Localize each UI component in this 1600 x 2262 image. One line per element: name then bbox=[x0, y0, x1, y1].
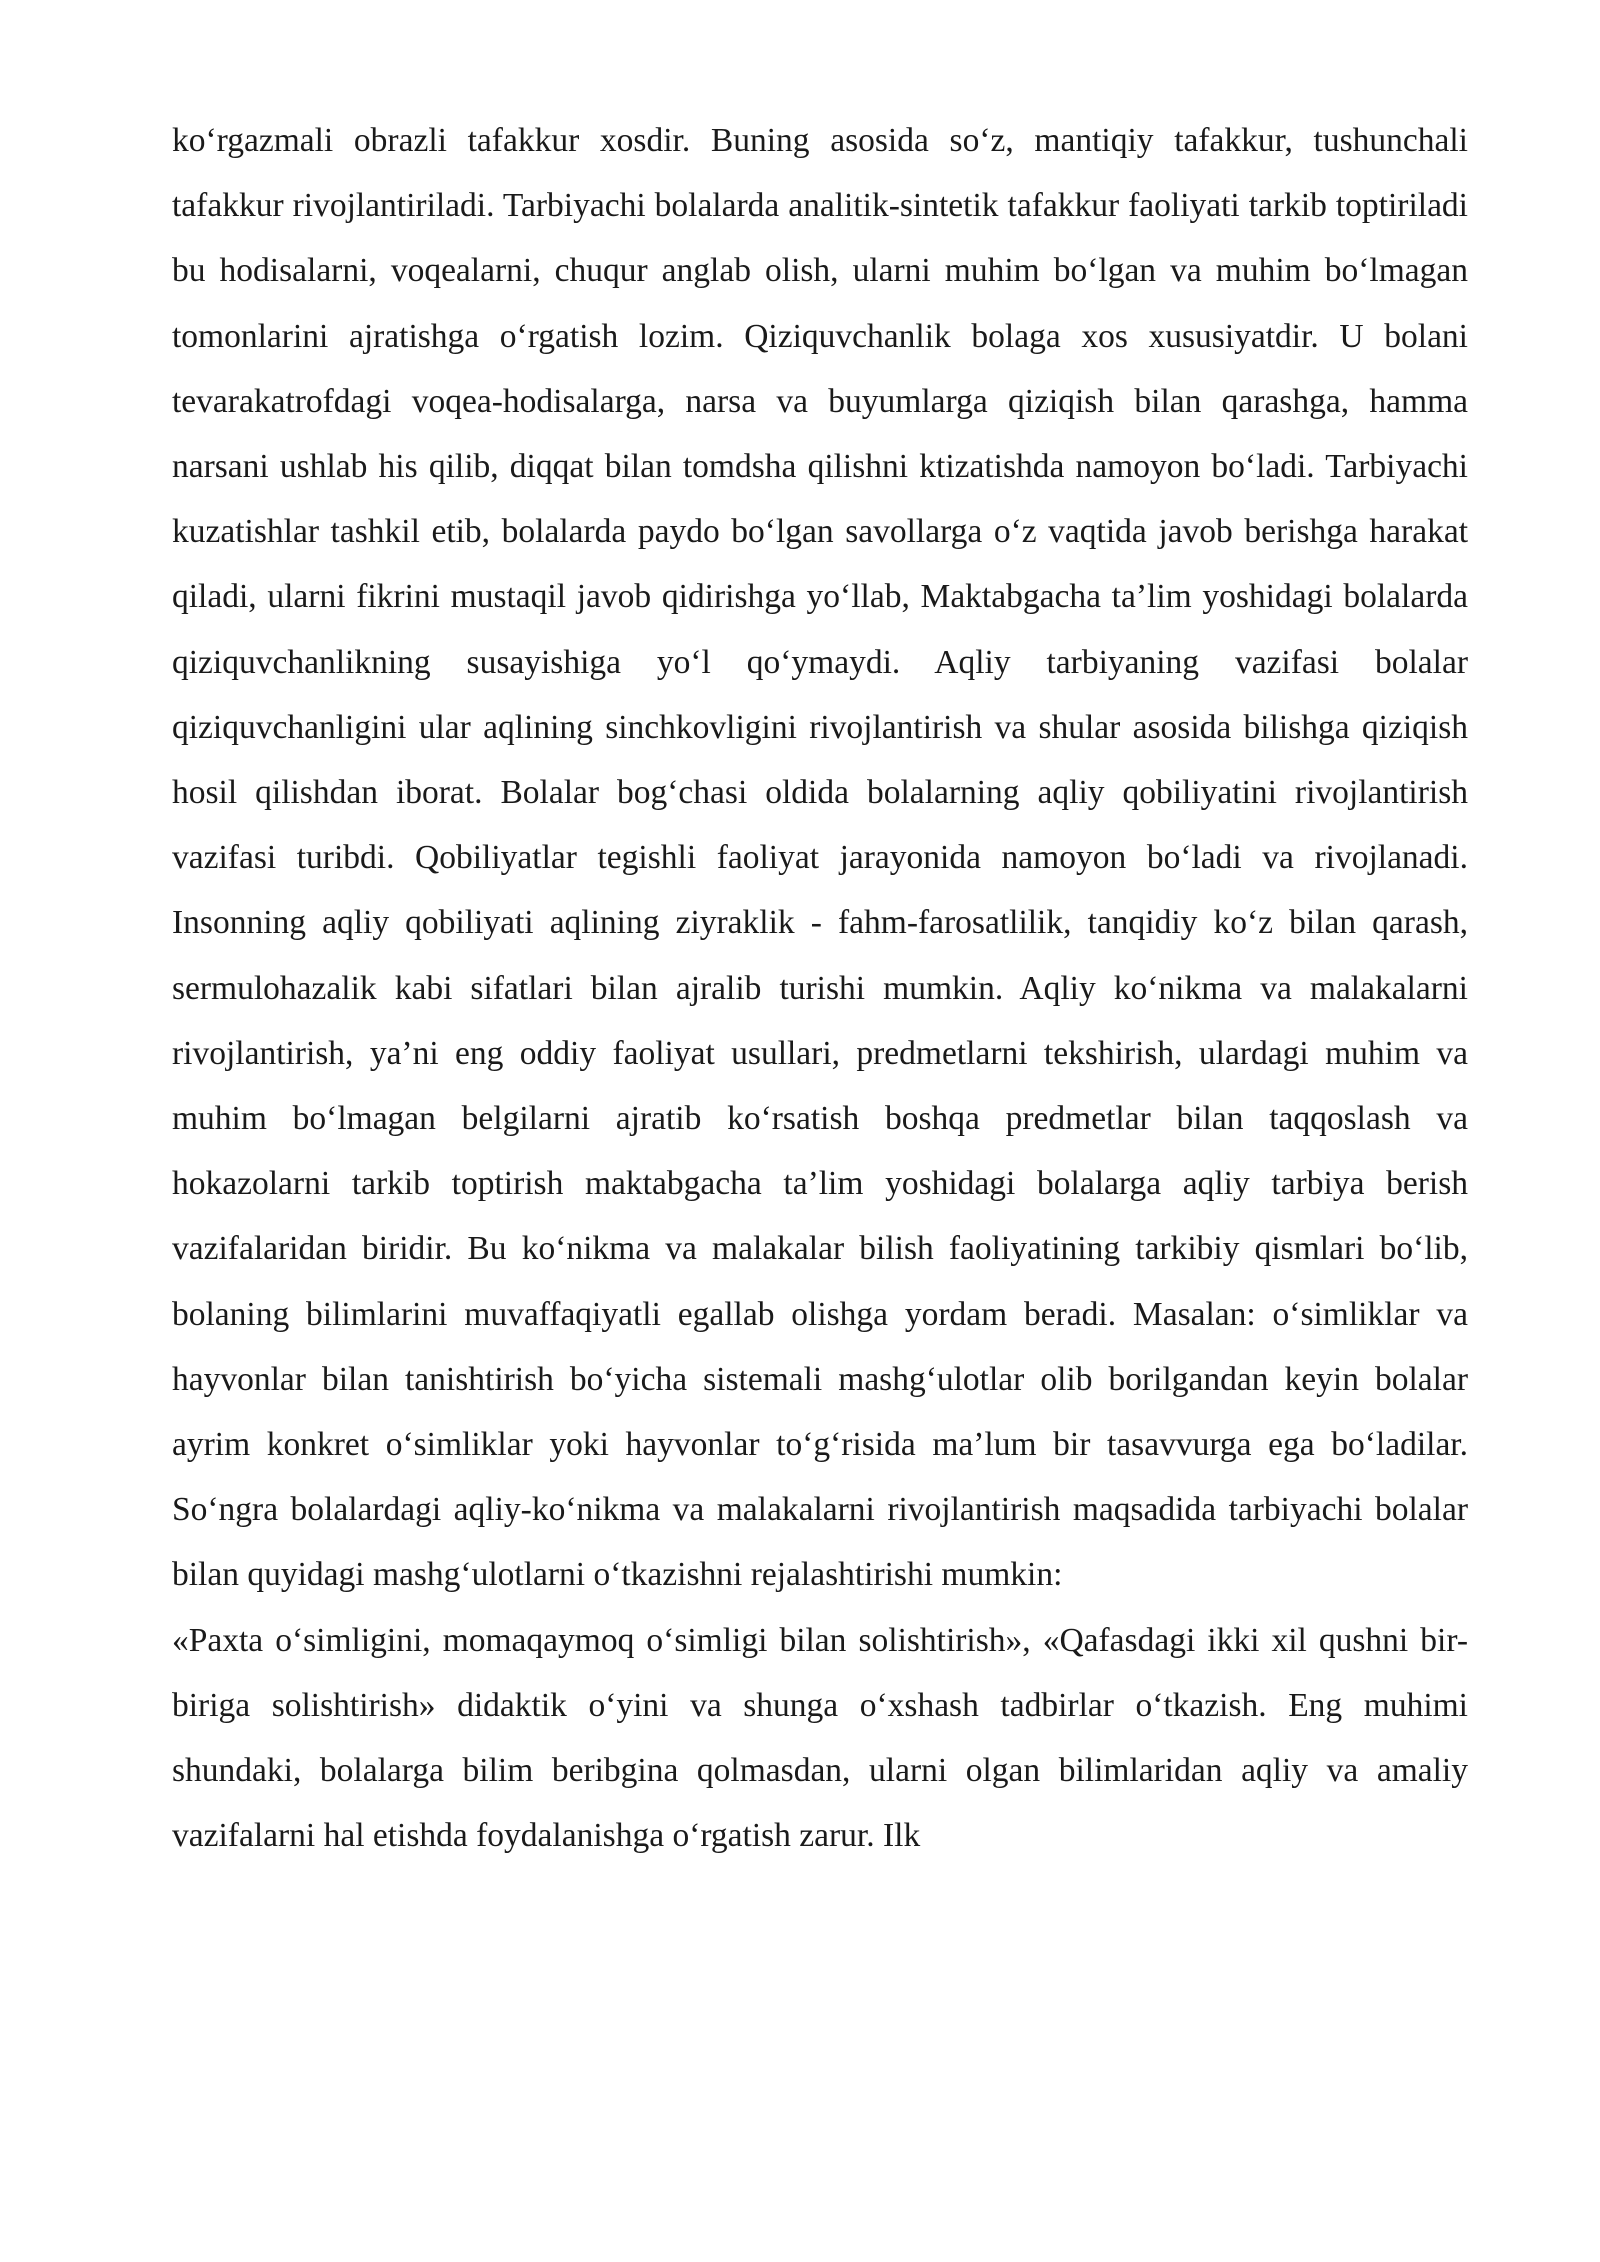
paragraph: ko‘rgazmali obrazli tafakkur xosdir. Buning asosida so‘z, mantiqiy tafakkur, tushunchali tafakkur rivojlantiriladi. Tarbiyachi bolalarda analitik-sintetik tafakkur faoliyati tarkib toptiriladi bu hodisalarni, voqealarni, chuqur anglab olish, ularni muhim bo‘lgan va muhim bo‘lmagan tomonlarini ajratishga o‘rgatish lozim. Qiziquvchanlik bolaga xos xususiyatdir. U bolani tevarakatrofdagi voqea-hodisalarga, narsa va buyumlarga qiziqish bilan qarashga, hamma narsani ushlab his qilib, diqqat bilan tomdsha qilishni ktizatishda namoyon bo‘ladi. Tarbiyachi kuzatishlar tashkil etib, bolalarda paydo bo‘lgan savollarga o‘z vaqtida javob berishga harakat qiladi, ularni fikrini mustaqil javob qidirishga yo‘llab, Maktabgacha ta’lim yoshidagi bolalarda qiziquvchanlikning susayishiga yo‘l qo‘ymaydi. Aqliy tarbiyaning vazifasi bolalar qiziquvchanligini ular aqlining sinchkovligini rivojlantirish va shular asosida bilishga qiziqish hosil qilishdan iborat. Bolalar bog‘chasi oldida bolalarning aqliy qobiliyatini rivojlantirish vazifasi turibdi. Qobiliyatlar tegishli faoliyat jarayonida namoyon bo‘ladi va rivojlanadi. Insonning aqliy qobiliyati aqlining ziyraklik - fahm-farosatlilik, tanqidiy ko‘z bilan qarash, sermulohazalik kabi sifatlari bilan ajralib turishi mumkin. Aqliy ko‘nikma va malakalarni rivojlantirish, ya’ni eng oddiy faoliyat usullari, predmetlarni tekshirish, ulardagi muhim va muhim bo‘lmagan belgilarni ajratib ko‘rsatish boshqa predmetlar bilan taqqoslash va hokazolarni tarkib toptirish maktabgacha ta’lim yoshidagi bolalarga aqliy tarbiya berish vazifalaridan biridir. Bu ko‘nikma va malakalar bilish faoliyatining tarkibiy qismlari bo‘lib, bolaning bilimlarini muvaffaqiyatli egallab olishga yordam beradi. Masalan: o‘simliklar va hayvonlar bilan tanishtirish bo‘yicha sistemali mashg‘ulotlar olib borilgandan keyin bolalar ayrim konkret o‘simliklar yoki hayvonlar to‘g‘risida ma’lum bir tasavvurga ega bo‘ladilar. So‘ngra bolalardagi aqliy-ko‘nikma va malakalarni rivojlantirish maqsadida tarbiyachi bolalar bilan quyidagi mashg‘ulotlarni o‘tkazishni rejalashtirishi mumkin: bbox=[172, 122, 1468, 1594]
body-text bbox=[172, 108, 1468, 1868]
paragraph: «Paxta o‘simligini, momaqaymoq o‘simligi bilan solishtirish», «Qafasdagi ikki xil qushni bir-biriga solishtirish» didaktik o‘yini va shunga o‘xshash tadbirlar o‘tkazish. Eng muhimi shundaki, bolalarga bilim beribgina qolmasdan, ularni olgan bilimlaridan aqliy va amaliy vazifalarni hal etishda foydalanishga o‘rgatish zarur. Ilk bbox=[172, 1621, 1468, 1855]
